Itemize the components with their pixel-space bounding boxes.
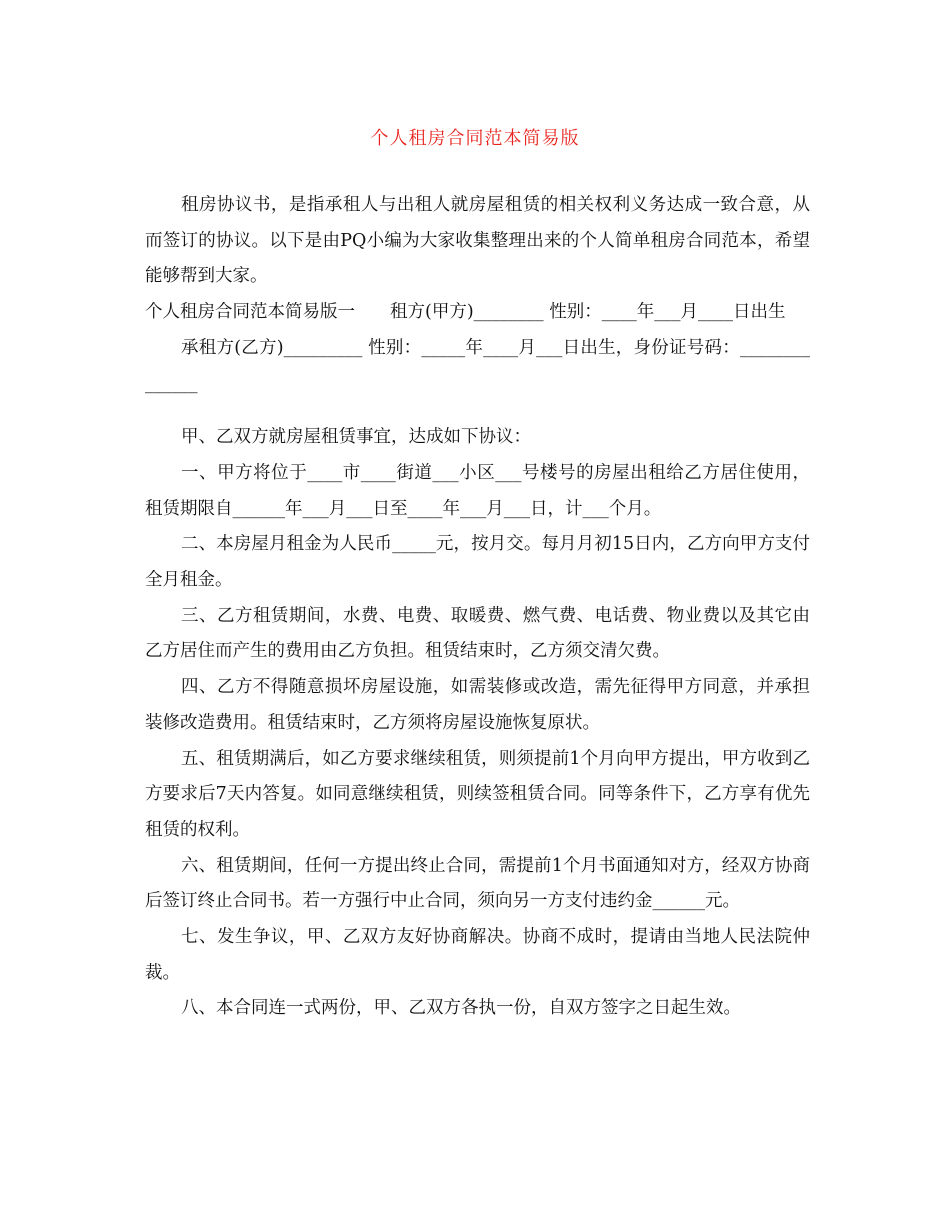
clause-1: 一、甲方将位于____市____街道___小区___号楼号的房屋出租给乙方居住使用，租赁期限自______年___月___日至____年___月___日，计___个月。 — [145, 462, 810, 519]
clause-5: 五、租赁期满后，如乙方要求继续租赁，则须提前1个月向甲方提出，甲方收到乙方要求后7天内答复。如同意继续租赁，则续签租赁合同。同等条件下，乙方享有优先租赁的权利。 — [145, 748, 810, 840]
clause-4: 四、乙方不得随意损坏房屋设施，如需装修或改造，需先征得甲方同意，并承担装修改造费用。租赁结束时，乙方须将房屋设施恢复原状。 — [145, 677, 810, 733]
document-body — [145, 188, 810, 1027]
intro-paragraph: 租房协议书，是指承租人与出租人就房屋租赁的相关权利义务达成一致合意，从而签订的协议。以下是由PQ小编为大家收集整理出来的个人简单租房合同范本，希望能够帮到大家。 — [145, 195, 810, 287]
clause-3: 三、乙方租赁期间，水费、电费、取暖费、燃气费、电话费、物业费以及其它由乙方居住而产生的费用由乙方负担。租赁结束时，乙方须交清欠费。 — [145, 605, 810, 662]
clause-2: 二、本房屋月租金为人民币_____元，按月交。每月月初15日内，乙方向甲方支付全月租金。 — [145, 534, 810, 591]
party-b-line: 承租方(乙方)_________ 性别：_____年____月___日出生，身份证号码：______________ — [145, 337, 810, 394]
spacer — [145, 402, 810, 420]
clause-6: 六、租赁期间，任何一方提出终止合同，需提前1个月书面通知对方，经双方协商后签订终止合同书。若一方强行中止合同，须向另一方支付违约金______元。 — [145, 855, 810, 912]
agreement-intro: 甲、乙双方就房屋租赁事宜，达成如下协议： — [181, 427, 531, 448]
document-title: 个人租房合同范本简易版 — [370, 128, 580, 149]
party-a-line: 个人租房合同范本简易版一 租方(甲方)________ 性别：____年___月____日出生 — [145, 302, 786, 323]
clause-8: 八、本合同连一式两份，甲、乙双方各执一份，自双方签字之日起生效。 — [181, 998, 741, 1019]
clause-7: 七、发生争议，甲、乙双方友好协商解决。协商不成时，提请由当地人民法院仲裁。 — [145, 927, 810, 983]
